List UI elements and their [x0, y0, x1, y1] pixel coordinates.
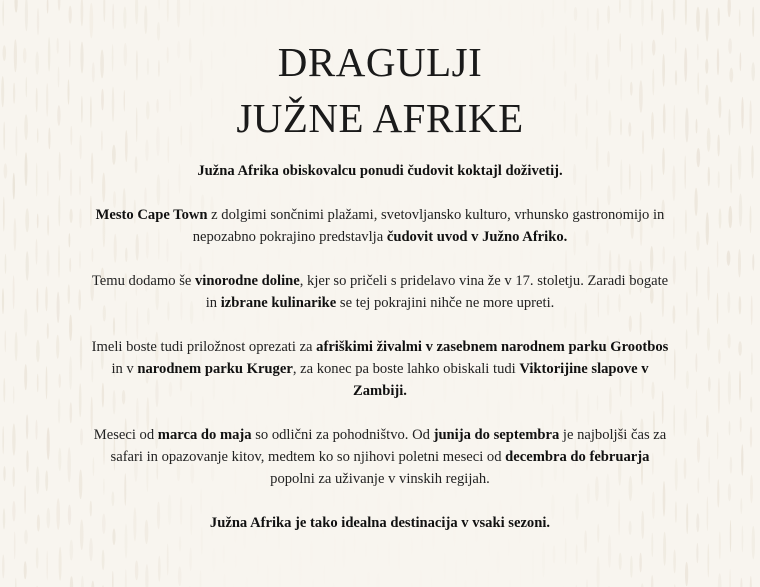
wine-text-1: Temu dodamo še — [91, 273, 195, 289]
hiking-months-highlight: marca do maja — [157, 427, 252, 443]
intro-highlight: čudovit uvod v Južno Afriko. — [386, 229, 568, 245]
seasons-text-4: popolni za uživanje v vinskih regijah. — [270, 471, 490, 487]
wildlife-text-1: Imeli boste tudi priložnost oprezati za — [91, 339, 317, 355]
wildlife-text-3: , za konec pa boste lahko obiskali tudi — [292, 361, 520, 377]
title-line-1: DRAGULJI — [277, 39, 483, 85]
grootbos-highlight: afriškimi živalmi v zasebnem narodnem parku Grootbos — [316, 339, 669, 355]
seasons-text-3: je najboljši čas za safari in opazovanje kitov, medtem ko so njihovi poletni meseci od — [110, 427, 667, 465]
cape-town-text: z dolgimi sončnimi plažami, svetovljansko kulturo, vrhunsko gastronomijo in nepozabno pokrajino predstavlja — [192, 207, 665, 245]
page-title — [90, 34, 670, 146]
wine-paragraph — [90, 270, 670, 314]
cuisine-highlight: izbrane kulinarike — [220, 295, 337, 311]
safari-months-highlight: junija do septembra — [433, 427, 560, 443]
wine-highlight: vinorodne doline — [195, 273, 300, 289]
document-content — [90, 0, 670, 534]
wine-text-3: se tej pokrajini nihče ne more upreti. — [336, 295, 555, 311]
wildlife-text-2: in v — [111, 361, 138, 377]
seasons-text-1: Meseci od — [93, 427, 158, 443]
wine-text-2: , kjer so pričeli s pridelavo vina že v 17. stoletju. Zaradi bogate in — [205, 273, 669, 311]
intro-text: Južna Afrika obiskovalcu ponudi čudovit koktajl doživetij. — [197, 163, 563, 179]
cape-town-highlight: Mesto Cape Town — [95, 207, 208, 223]
summer-months-highlight: decembra do februarja — [505, 449, 650, 465]
victoria-falls-highlight: Viktorijine slapove v Zambiji. — [353, 361, 649, 399]
closing-text: Južna Afrika je tako idealna destinacija v vsaki sezoni. — [209, 515, 551, 531]
seasons-paragraph — [90, 424, 670, 490]
intro-paragraph — [90, 160, 670, 182]
wildlife-paragraph — [90, 336, 670, 402]
kruger-highlight: narodnem parku Kruger — [137, 361, 293, 377]
title-line-2: JUŽNE AFRIKE — [236, 95, 524, 141]
cape-town-paragraph — [90, 204, 670, 248]
seasons-text-2: so odlični za pohodništvo. Od — [251, 427, 434, 443]
closing-paragraph — [90, 512, 670, 534]
